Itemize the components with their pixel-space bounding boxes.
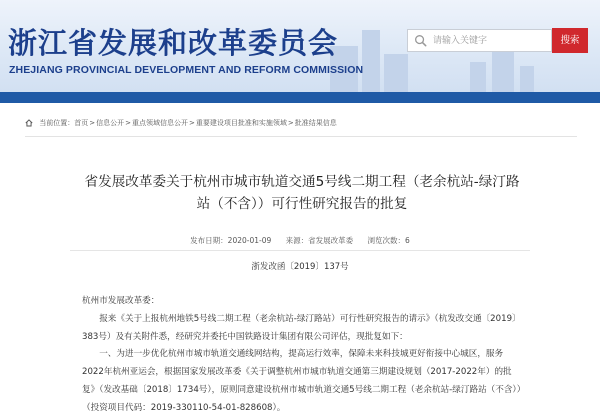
breadcrumb-separator: > [89, 119, 96, 127]
article-body [82, 293, 522, 418]
view-count: 浏览次数：6 [367, 236, 410, 245]
site-header [0, 0, 600, 92]
nav-bar [0, 92, 600, 103]
article-source: 来源：省发展改革委 [285, 236, 354, 245]
breadcrumb [25, 118, 337, 128]
breadcrumb-item-info[interactable]: 信息公开 [96, 119, 125, 127]
divider [25, 136, 577, 137]
breadcrumb-prefix: 当前位置： [39, 119, 75, 127]
breadcrumb-item-key-areas[interactable]: 重点领域信息公开 [131, 119, 188, 127]
skyline-building [470, 62, 486, 92]
skyline-building [520, 66, 534, 92]
salutation: 杭州市发展改革委： [82, 296, 160, 306]
publish-date: 发布日期：2020-01-09 [190, 236, 272, 245]
article-title: 省发展改革委关于杭州市城市轨道交通5号线二期工程（老余杭站-绿汀路站（不含））可行性研究报告的批复 [84, 174, 520, 212]
breadcrumb-separator: > [125, 119, 131, 127]
breadcrumb-item-projects[interactable]: 重要建设项目批准和实施领域 [195, 119, 287, 127]
search-icon [414, 34, 427, 47]
document-number: 浙发改函〔2019〕137号 [251, 262, 349, 272]
divider [70, 250, 530, 251]
breadcrumb-item-results[interactable]: 批准结果信息 [294, 119, 337, 127]
search-button[interactable]: 搜索 [552, 28, 588, 53]
home-icon [25, 119, 33, 127]
skyline-building [384, 54, 408, 92]
paragraph: 一、为进一步优化杭州市城市轨道交通线网结构，提高运行效率，保障未来科技城更好衔接中心城区，服务2022年杭州亚运会，根据国家发展改革委《关于调整杭州市城市轨道交通第三期建设规划（2017-2022年）的批复》（发改基础〔2018〕1734号），原则同意建设杭州市城市轨道交通5号线二期工程（老余杭站-绿汀路站（不含））（投资项目代码：2019-330110-54-01-828608）。 [82, 349, 522, 413]
search-placeholder: 请输入关键字 [433, 36, 488, 46]
skyline-building [362, 30, 380, 92]
site-title-english: ZHEJIANG PROVINCIAL DEVELOPMENT AND REFORM COMMISSION [9, 64, 364, 76]
breadcrumb-separator: > [188, 119, 195, 127]
site-title[interactable]: 浙江省发展和改革委员会 [8, 26, 339, 60]
breadcrumb-separator: > [287, 119, 294, 127]
skyline-building [492, 50, 514, 92]
article-meta [0, 235, 600, 246]
breadcrumb-item-home[interactable]: 首页 [74, 119, 89, 127]
paragraph: 报来《关于上报杭州地铁5号线二期工程（老余杭站-绿汀路站）可行性研究报告的请示》（杭发改交通〔2019〕383号）及有关附件悉，经研究并委托中国铁路设计集团有限公司评估，现批复如下： [82, 313, 521, 342]
